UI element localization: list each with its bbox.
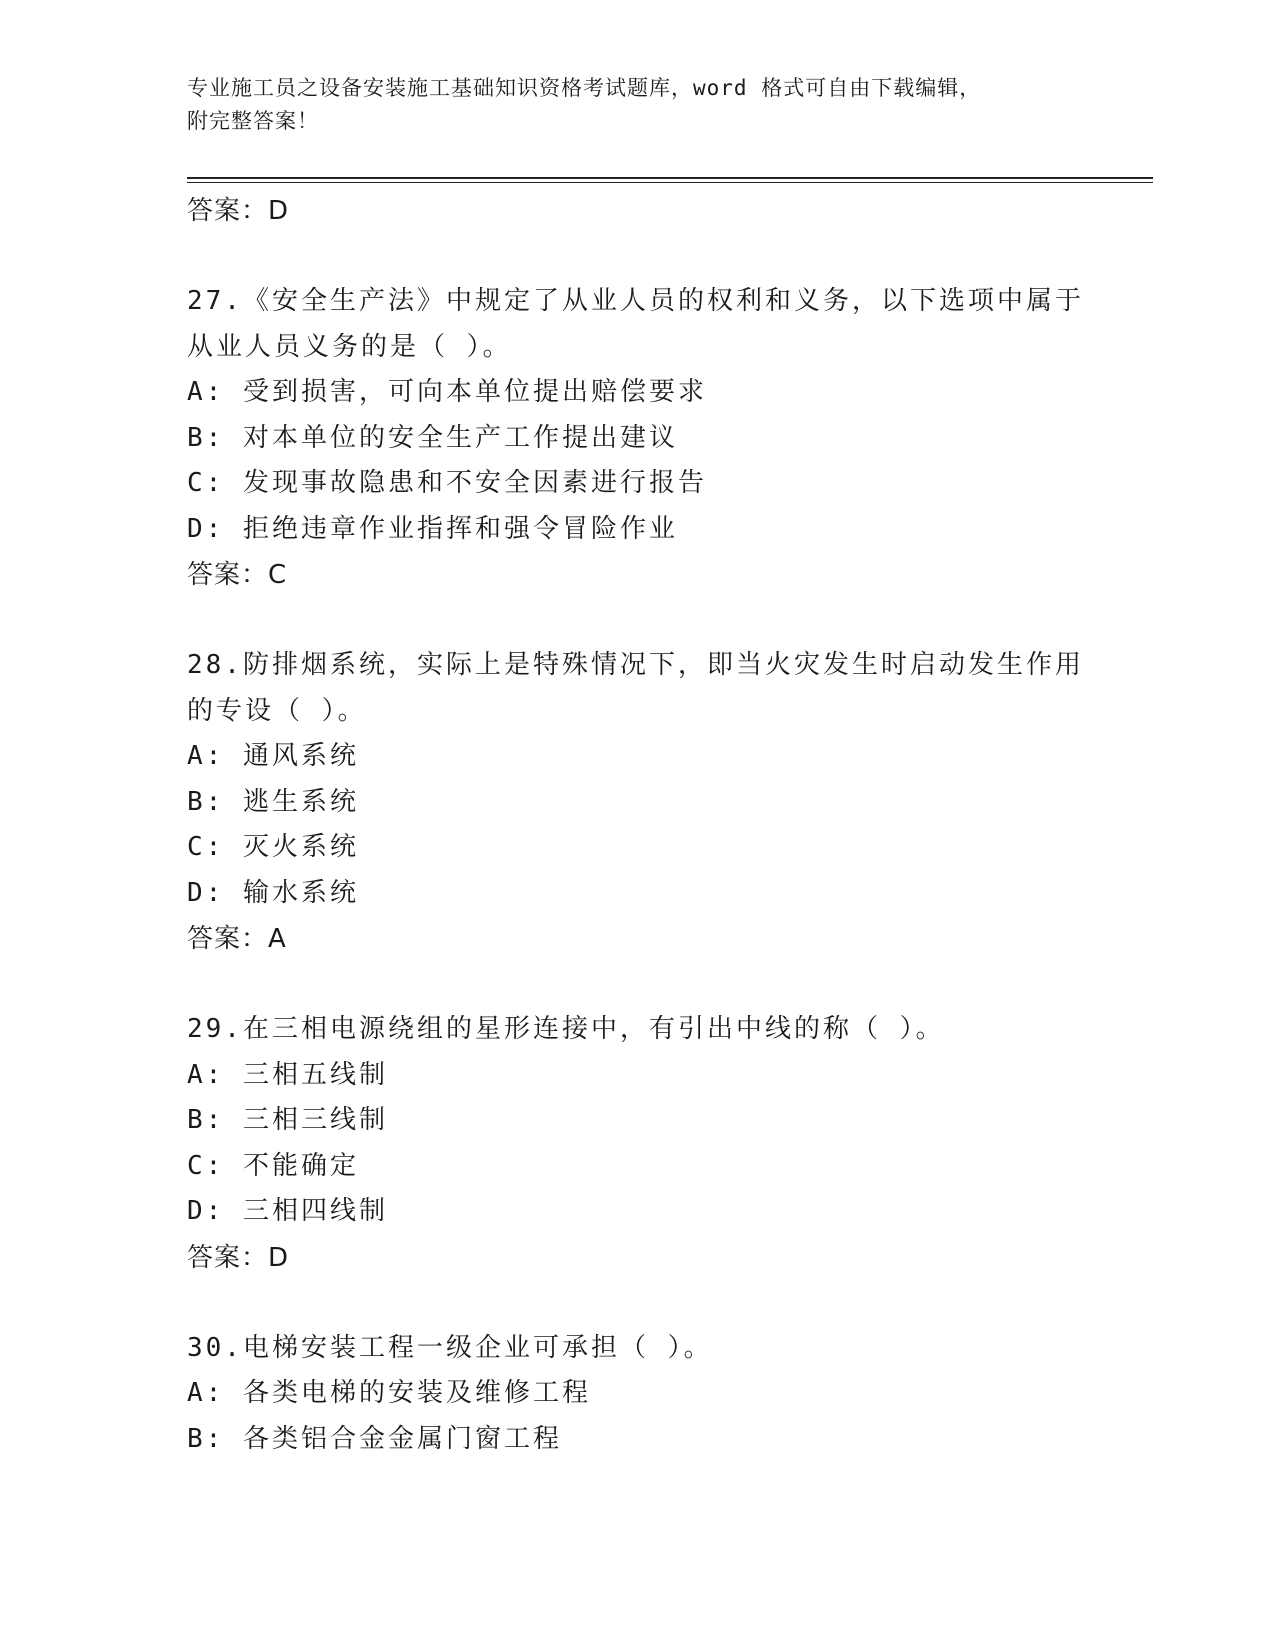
question-30 <box>187 1326 1087 1463</box>
question-stem-continued: 的专设（ ）。 <box>187 695 367 726</box>
answer-line: 答案：D <box>187 1242 290 1273</box>
question-29 <box>187 1007 1087 1281</box>
question-stem: 29.在三相电源绕组的星形连接中，有引出中线的称（ ）。 <box>187 1014 945 1044</box>
question-27 <box>187 279 1087 598</box>
question-stem: 28.防排烟系统，实际上是特殊情况下，即当火灾发生时启动发生作用 <box>187 650 1084 680</box>
option-c: C: 发现事故隐患和不安全因素进行报告 <box>187 468 707 498</box>
answer-line: 答案：C <box>187 560 288 590</box>
option-a: A: 三相五线制 <box>187 1059 388 1090</box>
header-line-1: 专业施工员之设备安装施工基础知识资格考试题库，word 格式可自由下载编辑， <box>187 76 982 100</box>
spacer <box>187 962 1087 1007</box>
spacer <box>187 598 1087 643</box>
header-divider-thin <box>187 182 1153 183</box>
question-stem: 30.电梯安装工程一级企业可承担（ ）。 <box>187 1332 713 1363</box>
option-b: B: 对本单位的安全生产工作提出建议 <box>187 422 678 453</box>
option-a: A: 受到损害，可向本单位提出赔偿要求 <box>187 377 707 407</box>
header-line-2: 附完整答案！ <box>187 109 319 133</box>
question-stem-continued: 从业人员义务的是（ ）。 <box>187 331 512 362</box>
option-c: C: 灭火系统 <box>187 832 359 862</box>
question-list <box>187 188 1087 1462</box>
question-stem: 27.《安全生产法》中规定了从业人员的权利和义务，以下选项中属于 <box>187 286 1084 316</box>
option-a: A: 通风系统 <box>187 741 359 771</box>
option-b: B: 三相三线制 <box>187 1105 388 1135</box>
option-d: D: 三相四线制 <box>187 1196 388 1226</box>
document-header <box>187 72 1087 138</box>
option-d: D: 拒绝违章作业指挥和强令冒险作业 <box>187 513 678 544</box>
spacer <box>187 234 1087 279</box>
option-a: A: 各类电梯的安装及维修工程 <box>187 1378 591 1408</box>
option-b: B: 逃生系统 <box>187 786 359 817</box>
option-b: B: 各类铝合金金属门窗工程 <box>187 1423 562 1454</box>
option-c: C: 不能确定 <box>187 1150 359 1181</box>
header-divider-thick <box>187 177 1153 179</box>
spacer <box>187 1281 1087 1326</box>
question-28 <box>187 643 1087 962</box>
answer-line: 答案：A <box>187 924 287 954</box>
answer-line: 答案：D <box>187 196 290 226</box>
option-d: D: 输水系统 <box>187 877 359 908</box>
